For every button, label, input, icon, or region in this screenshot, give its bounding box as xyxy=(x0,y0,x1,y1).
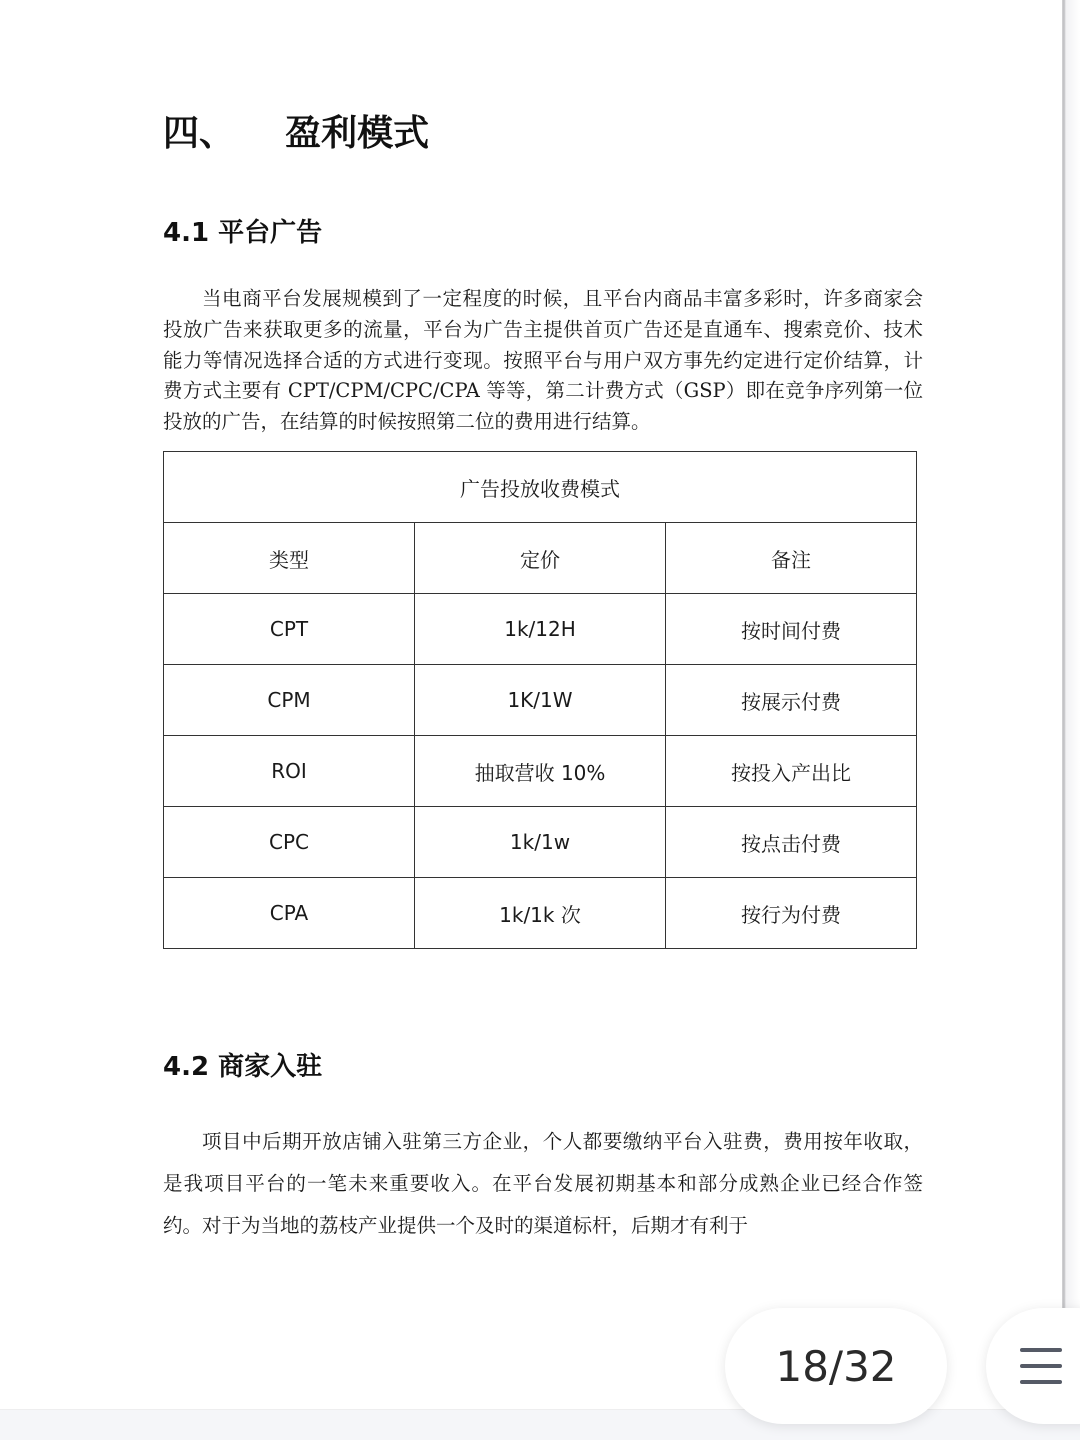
table-cell: CPC xyxy=(164,807,415,878)
page-indicator-button[interactable]: 18/32 xyxy=(725,1308,947,1424)
table-row xyxy=(164,594,917,665)
table-caption: 广告投放收费模式 xyxy=(164,452,917,523)
table-cell: 按点击付费 xyxy=(666,807,917,878)
table-row xyxy=(164,665,917,736)
table-header-price: 定价 xyxy=(415,523,666,594)
table-cell: CPA xyxy=(164,878,415,949)
table-header-note: 备注 xyxy=(666,523,917,594)
table-cell: 1k/1w xyxy=(415,807,666,878)
table-cell: 按展示付费 xyxy=(666,665,917,736)
table-cell: 1k/12H xyxy=(415,594,666,665)
table-cell: CPM xyxy=(164,665,415,736)
subsection-heading-merchant-entry: 4.2 商家入驻 xyxy=(163,1052,323,1082)
table-row xyxy=(164,736,917,807)
table-caption-row xyxy=(164,452,917,523)
table-cell: ROI xyxy=(164,736,415,807)
subsection-heading-platform-ads: 4.1 平台广告 xyxy=(163,218,323,248)
ad-fee-table xyxy=(163,451,917,949)
paragraph-merchant-entry: 项目中后期开放店铺入驻第三方企业，个人都要缴纳平台入驻费，费用按年收取，是我项目平台的一笔未来重要收入。在平台发展初期基本和部分成熟企业已经合作签约。对于为当地的荔枝产业提供一个及时的渠道标杆，后期才有利于 xyxy=(163,1130,923,1237)
page-scroll-edge[interactable] xyxy=(1062,0,1080,1440)
table-cell: 按投入产出比 xyxy=(666,736,917,807)
table-cell: 按行为付费 xyxy=(666,878,917,949)
paragraph-platform-ads: 当电商平台发展规模到了一定程度的时候，且平台内商品丰富多彩时，许多商家会投放广告来获取更多的流量，平台为广告主提供首页广告还是直通车、搜索竞价、技术能力等情况选择合适的方式进行变现。按照平台与用户双方事先约定进行定价结算，计费方式主要有 CPT/CPM/CPC/CPA 等等，第二计费方式（GSP）即在竞争序列第一位投放的广告，在结算的时候按照第二位的费用进行结算。 xyxy=(163,287,923,434)
table-cell: 1k/1k 次 xyxy=(415,878,666,949)
table-header-row xyxy=(164,523,917,594)
table-row xyxy=(164,807,917,878)
table-row xyxy=(164,878,917,949)
table-cell: 按时间付费 xyxy=(666,594,917,665)
table-cell: 1K/1W xyxy=(415,665,666,736)
table-cell: 抽取营收 10% xyxy=(415,736,666,807)
hamburger-menu-icon xyxy=(1020,1348,1062,1384)
table-cell: CPT xyxy=(164,594,415,665)
table-header-type: 类型 xyxy=(164,523,415,594)
section-title: 四、 盈利模式 xyxy=(163,113,430,154)
